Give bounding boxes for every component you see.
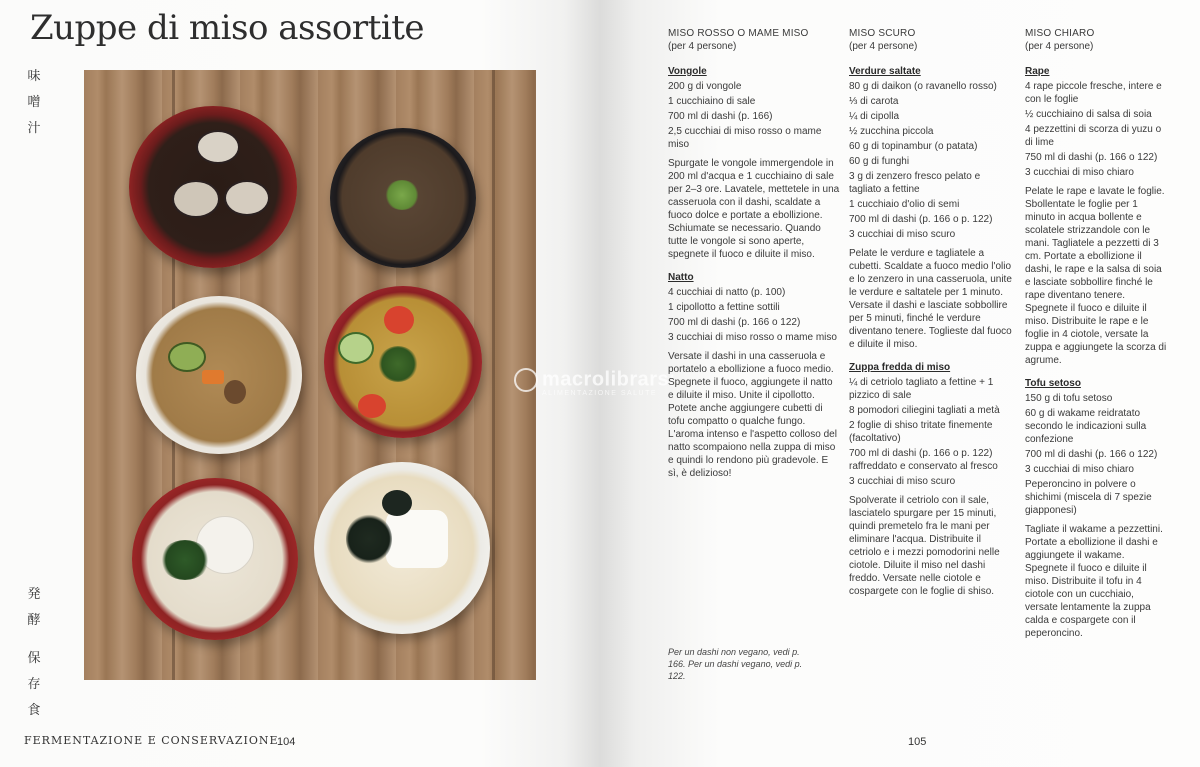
ingredient: ¼ di cetriolo tagliato a fettine + 1 pizzico di sale xyxy=(849,377,994,401)
page-number-right: 105 xyxy=(908,736,927,748)
kanji-char: 保 xyxy=(27,651,41,666)
recipe-name: Verdure saltate xyxy=(849,66,921,77)
recipe-name: Rape xyxy=(1025,66,1050,77)
ingredient: 700 ml di dashi (p. 166) xyxy=(668,111,773,122)
ingredient: 4 rape piccole fresche, intere e con le foglie xyxy=(1025,81,1162,105)
page-number-left: 104 xyxy=(277,736,296,748)
ingredient: 700 ml di dashi (p. 166 o 122) xyxy=(668,317,801,328)
dashi-note: Per un dashi non vegano, vedi p. 166. Per un dashi vegano, vedi p. 122. xyxy=(668,647,803,681)
ingredient: 4 pezzettini di scorza di yuzu o di lime xyxy=(1025,124,1162,148)
miso-soups-photo xyxy=(84,70,536,680)
recipe-method: Versate il dashi in una casseruola e portatelo a ebollizione a fuoco medio. Spegnete il fuoco, aggiungete il natto e diluite il miso. Unite il cipollotto. Potete anche aggiungere cubetti di tofu compatto o qualche fungo. L'aroma intenso e l'aspetto colloso del natto scompaiono nella zuppa di miso e quindi lo rendono più gradevole. E sì, è delizioso! xyxy=(668,351,837,479)
wakame-piece xyxy=(346,514,392,564)
recipe-name: Natto xyxy=(668,272,694,283)
ingredient: 3 cucchiai di miso scuro xyxy=(849,229,956,240)
recipe-method: Pelate le rape e lavate le foglie. Sbollentate le foglie per 1 minuto in acqua bollente e scolatele strizzandole con le mani. Tagliatele a pezzetti di 3 cm. Portate a ebollizione il dashi, le rape e la salsa di soia e lasciate sobbollire finché le rape diventano tenere. Spegnete il fuoco e diluite il miso. Distribuite le rape e le foglie in 4 ciotole, versate la zuppa e aggiungete la scorza di agrume. xyxy=(1025,186,1167,366)
ingredient: 3 cucchiai di miso chiaro xyxy=(1025,464,1134,475)
recipe-name: Vongole xyxy=(668,66,707,77)
ingredient: ¼ di cipolla xyxy=(849,111,900,122)
clam-shell xyxy=(196,130,240,164)
kanji-char: 食 xyxy=(27,703,41,718)
column-title: MISO SCURO xyxy=(849,28,916,39)
kanji-char: 存 xyxy=(27,677,41,692)
watermark xyxy=(514,368,675,397)
page-footer: FERMENTAZIONE E CONSERVAZIONE xyxy=(24,734,279,747)
mushroom-piece xyxy=(224,380,246,404)
ingredient: 750 ml di dashi (p. 166 o 122) xyxy=(1025,152,1158,163)
ingredient-list xyxy=(1025,80,1169,179)
ingredient: ½ zucchina piccola xyxy=(849,126,934,137)
ingredient-list xyxy=(849,376,1015,488)
ingredient: 700 ml di dashi (p. 166 o 122) xyxy=(1025,449,1158,460)
clam-shell xyxy=(224,180,270,216)
ingredient: 60 g di topinambur (o patata) xyxy=(849,141,978,152)
ingredient: 8 pomodori ciliegini tagliati a metà xyxy=(849,405,1000,416)
tomato-half xyxy=(358,394,386,418)
ingredient: 3 g di zenzero fresco pelato e tagliato a fettine xyxy=(849,171,981,195)
ingredient-list xyxy=(668,286,840,344)
recipe-name: Tofu setoso xyxy=(1025,378,1081,389)
recipe-method: Spolverate il cetriolo con il sale, lasciatelo spurgare per 15 minuti, quindi premetelo fra le mani per eliminare l'acqua. Distribuite il cetriolo e i mezzi pomodorini nelle ciotole. Diluite il miso nel dashi freddo. Versate nelle ciotole e cospargete con le foglie di shiso. xyxy=(849,495,1000,597)
kanji-column-bottom xyxy=(24,646,44,724)
watermark-tagline: ALIMENTAZIONE SALUTE xyxy=(542,390,658,397)
ingredient: 200 g di vongole xyxy=(668,81,742,92)
ingredient: 2,5 cucchiai di miso rosso o mame miso xyxy=(668,126,822,150)
ingredient: Peperoncino in polvere o shichimi (miscela di 7 spezie giapponesi) xyxy=(1025,479,1152,516)
kanji-char: 味 xyxy=(27,69,41,84)
ingredient: 1 cipollotto a fettine sottili xyxy=(668,302,780,313)
ingredient: 700 ml di dashi (p. 166 o p. 122) raffreddato e conservato al fresco xyxy=(849,448,998,472)
carrot-piece xyxy=(202,370,224,384)
ingredient: 3 cucchiai di miso rosso o mame miso xyxy=(668,332,837,343)
zucchini-piece xyxy=(168,342,206,372)
ingredient: 2 foglie di shiso tritate finemente (facoltativo) xyxy=(849,420,993,444)
ingredient: 1 cucchiaio d'olio di semi xyxy=(849,199,960,210)
ingredient: 1 cucchiaino di sale xyxy=(668,96,756,107)
column-subtitle: (per 4 persone) xyxy=(668,41,737,52)
turnip-greens xyxy=(160,540,210,580)
ingredient: 700 ml di dashi (p. 166 o p. 122) xyxy=(849,214,993,225)
recipe-method: Tagliate il wakame a pezzettini. Portate a ebollizione il dashi e aggiungete il wakame. Spegnete il fuoco e diluite il miso. Distribuite il tofu in 4 ciotole con un cucchiaio, versate lentamente la zuppa calda e cospargete con il peperoncino. xyxy=(1025,524,1163,639)
recipe-column-red-miso xyxy=(668,27,840,490)
column-title: MISO ROSSO O MAME MISO xyxy=(668,28,809,39)
kanji-char: 発 xyxy=(27,587,41,602)
recipe-column-light-miso xyxy=(1025,27,1169,650)
column-subtitle: (per 4 persone) xyxy=(1025,41,1094,52)
tomato-half xyxy=(384,306,414,334)
recipe-name: Zuppa fredda di miso xyxy=(849,362,951,373)
watermark-logo-icon xyxy=(514,368,538,392)
column-subtitle: (per 4 persone) xyxy=(849,41,918,52)
recipe-method: Pelate le verdure e tagliatele a cubetti. Scaldate a fuoco medio l'olio e lo zenzero in una casseruola, unite le verdure e saltatele per 1 minuto. Versate il dashi e lasciate sobbollire per 5 minuti, finché le verdure diventano tenere. Toglieste dal fuoco e diluite il miso. xyxy=(849,248,1012,350)
tofu-piece xyxy=(386,510,448,568)
ingredient: 4 cucchiai di natto (p. 100) xyxy=(668,287,786,298)
ingredient: ⅓ di carota xyxy=(849,96,899,107)
kanji-column-mid xyxy=(24,582,44,634)
clam-shell xyxy=(172,180,220,218)
column-title: MISO CHIARO xyxy=(1025,28,1095,39)
kanji-char: 酵 xyxy=(27,613,41,628)
shiso-garnish xyxy=(378,346,418,382)
scallion-garnish xyxy=(384,180,420,210)
ingredient: 3 cucchiai di miso scuro xyxy=(849,476,956,487)
ingredient-list xyxy=(668,80,840,151)
board-seam xyxy=(492,70,495,680)
ingredient: 3 cucchiai di miso chiaro xyxy=(1025,167,1134,178)
cucumber-slice xyxy=(338,332,374,364)
page-title: Zuppe di miso assortite xyxy=(30,8,424,48)
wakame-piece xyxy=(382,490,412,516)
ingredient: 80 g di daikon (o ravanello rosso) xyxy=(849,81,997,92)
kanji-char: 噌 xyxy=(27,95,41,110)
ingredient: 150 g di tofu setoso xyxy=(1025,393,1113,404)
ingredient: 60 g di wakame reidratato secondo le indicazioni sulla confezione xyxy=(1025,408,1147,445)
ingredient-list xyxy=(849,80,1015,241)
ingredient-list xyxy=(1025,392,1169,517)
ingredient: 60 g di funghi xyxy=(849,156,910,167)
recipe-column-dark-miso xyxy=(849,27,1015,608)
kanji-column-top xyxy=(24,64,44,142)
recipe-method: Spurgate le vongole immergendole in 200 ml d'acqua e 1 cucchiaino di sale per 2–3 ore. Lavatele, mettetele in una casseruola con il dashi, scaldate a fuoco dolce e portate a ebollizione. Schiumate se necessario. Quando tutte le vongole si sono aperte, spegnete il fuoco e diluite il miso. xyxy=(668,158,840,260)
watermark-brand: macrolibrarsi xyxy=(542,368,676,391)
ingredient: ½ cucchiaino di salsa di soia xyxy=(1025,109,1152,120)
kanji-char: 汁 xyxy=(27,121,41,136)
